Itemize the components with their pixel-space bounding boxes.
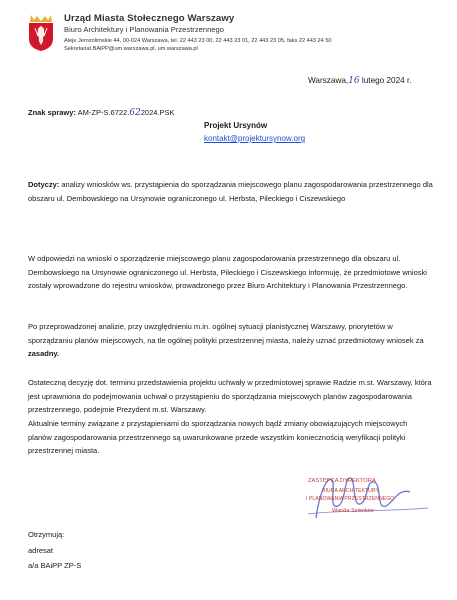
stamp-line-3: I PLANOWANIA PRZESTRZENNEGO: [306, 496, 395, 502]
secretariat-line: Sekretariat.BAiPP@um.warszawa.pl, um.warszawa.pl: [64, 46, 198, 52]
date-city: Warszawa,: [308, 76, 349, 85]
case-label: Znak sprawy:: [28, 108, 76, 117]
subject-block: [28, 178, 433, 205]
recipient-item: adresat: [28, 546, 54, 555]
date-day-handwritten: 16: [348, 76, 360, 86]
case-suffix: 2024.PSK: [140, 108, 175, 117]
subject-text: analizy wniosków ws. przystąpienia do sporządzania miejscowego planu zagospodarowania przestrzennego dla obszaru ul. Dembowskiego na Ursynowie ograniczonego ul. Herbsta, Pileckiego i Ciszewskiego: [28, 180, 433, 203]
paragraph-4: [28, 417, 433, 458]
letter-date: [308, 76, 412, 86]
recipient-email-link[interactable]: kontakt@projektursynow.org: [204, 134, 306, 143]
paragraph-2: [28, 320, 433, 361]
paragraph-2-bold: zasadny.: [28, 349, 60, 358]
subject-label: Dotyczy:: [28, 180, 60, 189]
case-number: [28, 108, 175, 118]
paragraph-3-text: Ostateczną decyzję dot. terminu przedstawienia projektu uchwały w przedmiotowej sprawie Radzie m.st. Warszawy, która jest uprawniona do podejmowania uchwał o przystąpieniu do sporządzania miejscowych planów zagospodarowania przestrzennego, podejmie Prezydent m.st. Warszawy.: [28, 378, 432, 414]
recipient-name: Projekt Ursynów: [204, 121, 268, 130]
recipients-label: Otrzymują:: [28, 530, 65, 539]
department-name: Biuro Architektury i Planowania Przestrzennego: [64, 25, 224, 34]
warsaw-coat-of-arms-icon: [28, 14, 54, 52]
paragraph-1: [28, 252, 433, 293]
case-prefix: AM-ZP-S.6722.: [77, 108, 130, 117]
paragraph-2-text: Po przeprowadzonej analizie, przy uwzględnieniu m.in. ogólnej sytuacji planistycznej Warszawy, priorytetów w sporządzaniu planów miejscowych, na tle ogólnej polityki przestrzennej miasta, należy uznać przedmiotowy wniosek za: [28, 322, 424, 345]
stamp-line-1: ZASTĘPCA DYREKTORA: [308, 478, 376, 484]
stamp-line-2: BIURA ARCHITEKTURY: [322, 488, 379, 494]
recipient-item: a/a BAiPP ZP-S: [28, 561, 82, 570]
address-line: Aleje Jerozolimskie 44, 00-024 Warszawa, tel. 22 443 23 00, 22 443 23 01, 22 443 23 05, faks 22 443 24 50: [64, 38, 332, 44]
paragraph-4-text: Aktualnie terminy związane z przystąpieniami do sporządzania nowych bądź zmiany obowiązujących miejscowych planów zagospodarowania przestrzennego są uwarunkowane przede wszystkim koniecznością weryfikacji polityki przestrzennej miasta.: [28, 419, 408, 455]
stamp-signer-name: Wanda Szlenkier: [332, 508, 375, 514]
org-name: Urząd Miasta Stołecznego Warszawy: [64, 13, 235, 24]
case-handwritten: 62: [129, 108, 141, 118]
paragraph-3: [28, 376, 433, 417]
paragraph-1-text: W odpowiedzi na wnioski o sporządzenie miejscowego planu zagospodarowania przestrzennego dla obszaru ul. Dembowskiego na Ursynowie ograniczonego ul. Herbsta, Pileckiego i Ciszewskiego informuję, że przedmiotowe wnioski zostały wprowadzone do rejestru wniosków, prowadzonego przez Biuro Architektury i Planowania Przestrzennego.: [28, 254, 427, 290]
date-rest: lutego 2024 r.: [361, 76, 412, 85]
